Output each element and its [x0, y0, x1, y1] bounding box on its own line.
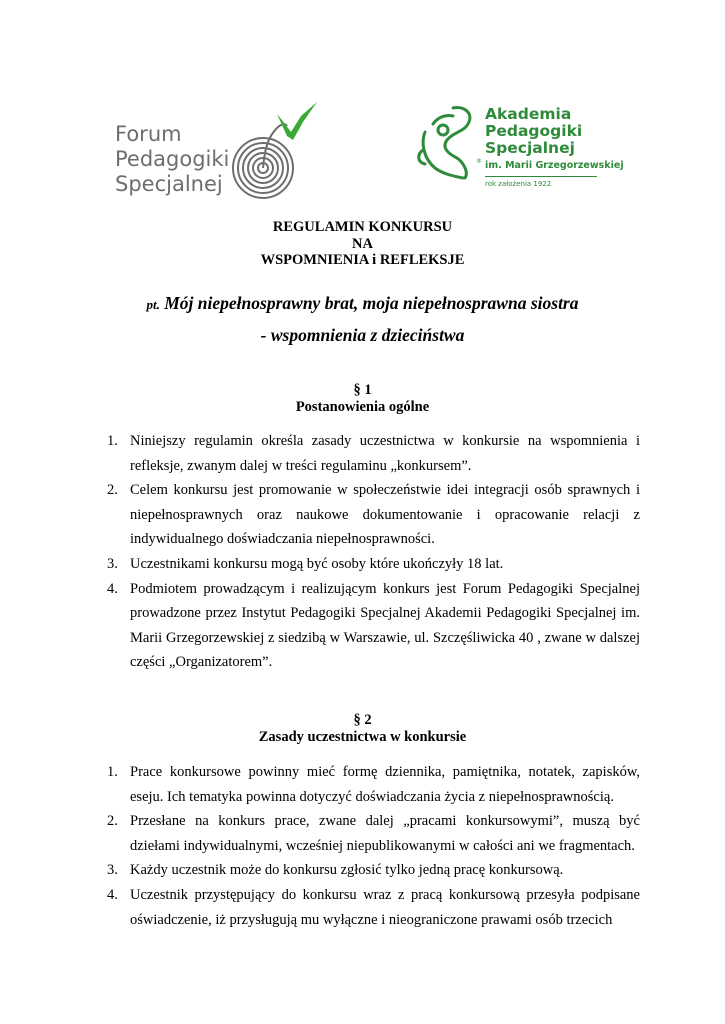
forum-logo-line: Specjalnej [115, 172, 223, 196]
list-item [0, 883, 725, 932]
registered-mark: ® [476, 158, 482, 165]
list-item [0, 809, 725, 858]
subtitle-line-1 [0, 288, 725, 320]
academy-logo-text [485, 106, 624, 171]
item-text: Celem konkursu jest promowanie w społeczeństwie idei integracji osób sprawnych i niepełnosprawnych oraz naukowe dokumentowanie i opracowanie relacji z indywidualnego doświadczania niepełnosprawności. [130, 482, 640, 548]
item-text: Przesłane na konkurs prace, zwane dalej „pracami konkursowymi”, muszą być dziełami indywidualnymi, wcześniej niepublikowanymi w całości ani we fragmentach. [130, 813, 640, 854]
list-item [0, 858, 725, 883]
section-1-list [0, 429, 725, 675]
item-text: Uczestnikami konkursu mogą być osoby które ukończyły 18 lat. [130, 555, 504, 572]
item-text: Niniejszy regulamin określa zasady uczestnictwa w konkursie na wspomnienia i refleksje, zwanym dalej w treści regulaminu „konkursem”. [130, 433, 640, 474]
title-line: NA [352, 235, 373, 252]
item-text: Prace konkursowe powinny mieć formę dziennika, pamiętnika, notatek, zapisków, eseju. Ich tematyka powinna dotyczyć doświadczania życia z niepełnosprawnością. [130, 764, 640, 805]
forum-logo [115, 96, 345, 206]
item-text: Podmiotem prowadzącym i realizującym konkurs jest Forum Pedagogiki Specjalnej prowadzone przez Instytut Pedagogiki Specjalnej Akademii Pedagogiki Specjalnej im. Marii Grzegorzewskiej z siedzibą w Warszawie, ul. Szczęśliwicka 40 , zwane w dalszej części „Organizatorem”. [130, 580, 640, 671]
section-title: Zasady uczestnictwa w konkursie [258, 729, 467, 745]
item-number: 1. [107, 433, 118, 449]
item-number: 4. [107, 580, 118, 597]
subtitle-line-2: - wspomnienia z dzieciństwa [260, 325, 465, 345]
academy-logo-line: Pedagogiki [485, 122, 583, 140]
academy-founded: rok założenia 1922 [485, 180, 552, 188]
academy-emblem-icon [413, 102, 483, 182]
item-text: Uczestnik przystępujący do konkursu wraz z pracą konkursową przesyła podpisane oświadczenie, iż przysługują mu wyłączne i nieograniczone prawami osób trzecich [130, 886, 640, 928]
forum-logo-line: Forum [115, 122, 182, 146]
list-item [0, 429, 725, 478]
title-line: REGULAMIN KONKURSU [272, 219, 453, 235]
logo-bar [0, 96, 725, 206]
spiral-checkmark-icon [225, 96, 340, 206]
divider [485, 176, 597, 177]
section-symbol: § 1 [353, 382, 372, 398]
academy-logo-line: Akademia [485, 105, 572, 123]
subtitle-text: Mój niepełnosprawny brat, moja niepełnosprawna siostra [164, 293, 579, 313]
section-symbol: § 2 [353, 712, 372, 728]
academy-logo-line: Specjalnej [485, 139, 575, 157]
section-heading [0, 712, 725, 746]
document-subtitle [0, 288, 725, 351]
title-line: WSPOMNIENIA i REFLEKSJE [260, 252, 465, 268]
list-item [0, 577, 725, 675]
forum-logo-text [115, 122, 229, 197]
section-heading [0, 382, 725, 416]
academy-logo [413, 102, 624, 192]
document-title [0, 219, 725, 269]
item-number: 1. [107, 764, 118, 780]
item-number: 3. [107, 862, 118, 879]
item-number: 3. [107, 555, 118, 572]
academy-patron: im. Marii Grzegorzewskiej [485, 160, 624, 171]
section-2-list [0, 760, 725, 932]
list-item [0, 478, 725, 552]
section-title: Postanowienia ogólne [295, 399, 430, 415]
list-item [0, 760, 725, 809]
subtitle-prefix: pt. [146, 297, 160, 312]
forum-logo-line: Pedagogiki [115, 147, 230, 171]
item-text: Każdy uczestnik może do konkursu zgłosić tylko jedną pracę konkursową. [130, 862, 564, 879]
item-number: 2. [107, 482, 118, 499]
list-item [0, 552, 725, 577]
item-number: 4. [107, 886, 118, 903]
item-number: 2. [107, 813, 118, 830]
